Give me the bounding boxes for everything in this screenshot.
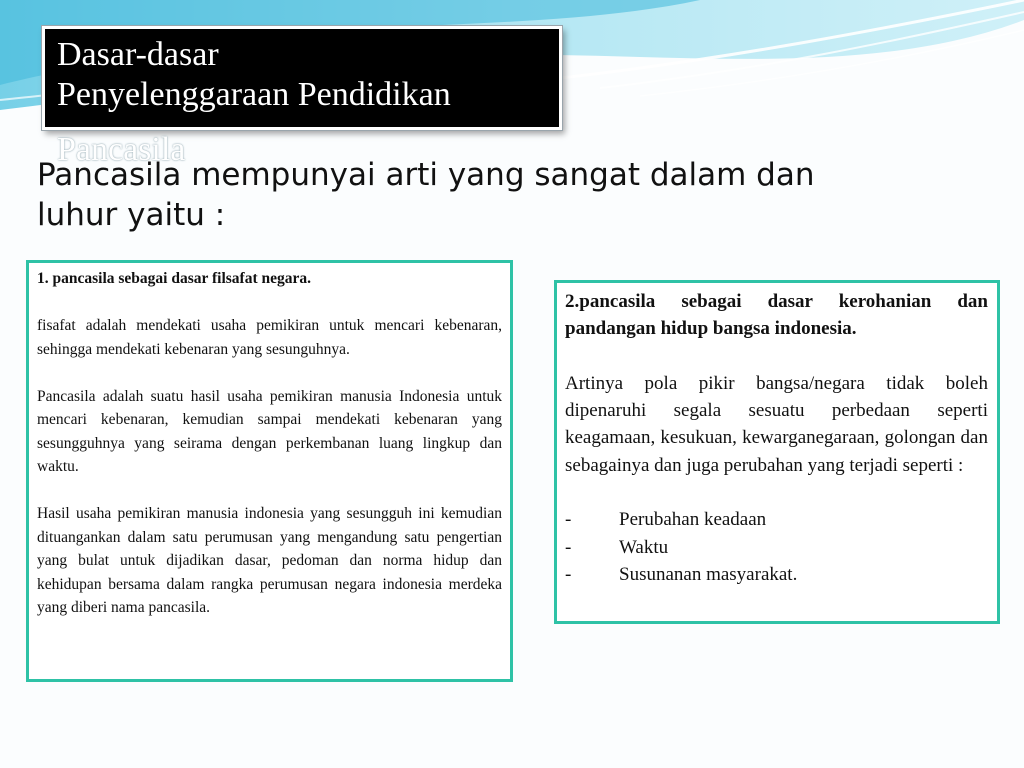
list-item-text: Perubahan keadaan xyxy=(619,509,767,531)
box-2-paragraph: Artinya pola pikir bangsa/negara tidak boleh dipenaruhi segala sesuatu perbedaan seperti keagamaan, kesukuan, kewarganegaraan, golongan dan sebagainya dan juga perubahan yang terjadi seperti : xyxy=(565,372,988,476)
list-dash: - xyxy=(565,536,572,558)
list-item xyxy=(565,506,988,533)
list-item xyxy=(565,534,988,561)
title-line-3: Pancasila xyxy=(57,131,186,168)
subtitle: Pancasila mempunyai arti yang sangat dalam dan luhur yaitu : xyxy=(37,157,815,233)
box-1-heading: 1. pancasila sebagai dasar filsafat negara. xyxy=(37,270,311,287)
box-2-heading: 2.pancasila sebagai dasar kerohanian dan pandangan hidup bangsa indonesia. xyxy=(565,291,988,340)
title-line-2: Penyelenggaraan Pendidikan xyxy=(57,76,451,113)
box-1-paragraph: Pancasila adalah suatu hasil usaha pemikiran manusia Indonesia untuk mencari kebenaran, kemudian sampai mendekati kebenaran yang sesungguhnya yang seirama dengan perkembanan luang lingkup dan waktu. xyxy=(37,387,502,475)
list-item-text: Waktu xyxy=(619,536,669,558)
box-1-paragraph: Hasil usaha pemikiran manusia indonesia yang sesungguh ini kemudian dituangankan dalam satu perumusan yang mengandung satu pengertian yang bulat untuk dijadikan dasar, pedoman dan norma hidup dan kehidupan bersama dalam rangka perumusan negara indonesia merdeka yang diberi nama pancasila. xyxy=(37,505,502,616)
title-line-1: Dasar-dasar xyxy=(57,36,219,73)
box-2-text xyxy=(565,288,988,588)
box-1-paragraph: fisafat adalah mendekati usaha pemikiran untuk mencari kebenaran, sehingga mendekati kebenaran yang sesunguhnya. xyxy=(37,317,502,358)
list-item xyxy=(565,561,988,588)
box-1-text xyxy=(37,267,502,620)
list-dash: - xyxy=(565,563,572,585)
list-item-text: Susunanan masyarakat. xyxy=(619,563,798,585)
title-box xyxy=(42,26,562,130)
list-dash: - xyxy=(565,509,572,531)
